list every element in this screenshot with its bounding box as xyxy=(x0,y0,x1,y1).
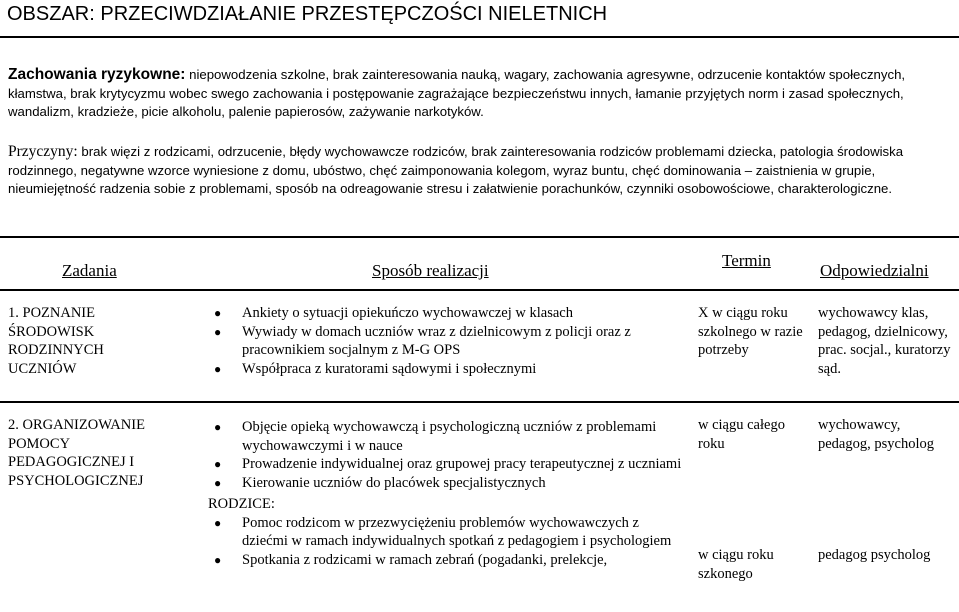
causes-text: brak więzi z rodzicami, odrzucenie, błędy wychowawcze rodziców, brak zainteresowania rodziców problemami dziecka, patologia środowiska rodzinnego, negatywne wzorce wyniesione z domu, ubóstwo, chęć zaimponowania kolegom, wyraz buntu, chęć dominowania – zaistnienia w grupie, nieumiejętność radzenia sobie z problemami, sposób na odreagowanie stresu i załatwienie porachunków, czynniki osobowościowe, charakterologiczne. xyxy=(8,144,904,197)
bullet-icon: ● xyxy=(214,457,222,472)
causes-label: Przyczyny: xyxy=(8,143,78,160)
row-1-task: 1. POZNANIE ŚRODOWISK RODZINNYCH UCZNIÓW xyxy=(8,305,104,378)
row-1-responsible: wychowawcy klas, pedagog, dzielnicowy, prac. socjal., kuratorzy sąd. xyxy=(818,305,951,378)
list-item: ● Współpraca z kuratorami sądowymi i społecznymi xyxy=(214,361,537,378)
causes-paragraph xyxy=(8,143,953,199)
row-2-methods xyxy=(208,418,688,570)
parents-label: RODZICE: xyxy=(208,495,275,512)
header-method: Sposób realizacji xyxy=(372,261,489,280)
header-deadline: Termin xyxy=(722,251,771,270)
row-2-deadline-parents: w ciągu roku szkonego xyxy=(698,547,774,582)
row-1-methods xyxy=(208,304,688,379)
table-top-border xyxy=(0,236,959,238)
bullet-icon: ● xyxy=(214,420,222,434)
row-2-responsible-parents: pedagog psycholog xyxy=(818,547,931,563)
page-title: OBSZAR: PRZECIWDZIAŁANIE PRZESTĘPCZOŚCI NIELETNICH xyxy=(7,3,608,25)
list-item: ● Ankiety o sytuacji opiekuńczo wychowawczej w klasach xyxy=(214,305,573,321)
row-2-deadline: w ciągu całego roku xyxy=(698,417,785,452)
bullet-icon: ● xyxy=(214,476,222,491)
bullet-icon: ● xyxy=(214,362,222,377)
risk-behaviors-text: niepowodzenia szkolne, brak zainteresowania nauką, wagary, zachowania agresywne, odrzucenie kontaktów społecznych, kłamstwa, brak krytycyzmu wobec swego zachowania i postępowanie zagrażające bezpieczeństwu innych, łamanie przyjętych norm i zasad społecznych, wandalizm, kradzieże, picie alkoholu, palenie papierosów, zażywanie narkotyków. xyxy=(8,67,906,120)
header-tasks: Zadania xyxy=(62,261,117,280)
risk-behaviors-label: Zachowania ryzykowne: xyxy=(8,66,186,83)
header-bottom-border xyxy=(0,289,959,291)
bullet-icon: ● xyxy=(214,552,222,567)
list-item: ● Wywiady w domach uczniów wraz z dzielnicowym z policji oraz z pracownikiem socjalnym z M-G OPS xyxy=(214,323,631,359)
risk-behaviors-paragraph xyxy=(8,66,953,122)
title-rule xyxy=(0,36,959,38)
list-item: ● Spotkania z rodzicami w ramach zebrań (pogadanki, prelekcje, xyxy=(214,551,608,568)
list-item: ● Prowadzenie indywidualnej oraz grupowej pracy terapeutycznej z uczniami xyxy=(214,456,682,473)
list-item: ● Pomoc rodzicom w przezwyciężeniu problemów wychowawczych z dziećmi w ramach indywidualnych spotkań z pedagogiem i psychologiem xyxy=(214,514,672,550)
header-responsible: Odpowiedzialni xyxy=(820,261,929,280)
row-2-task: 2. ORGANIZOWANIE POMOCY PEDAGOGICZNEJ I PSYCHOLOGICZNEJ xyxy=(8,417,145,490)
row-2-responsible: wychowawcy, pedagog, psycholog xyxy=(818,417,934,452)
bullet-icon: ● xyxy=(214,306,222,320)
list-item: ● Kierowanie uczniów do placówek specjalistycznych xyxy=(214,475,546,492)
row-1-deadline: X w ciągu roku szkolnego w razie potrzeby xyxy=(698,305,803,359)
bullet-icon: ● xyxy=(214,515,222,530)
row-divider xyxy=(0,401,959,403)
list-item: ● Objęcie opieką wychowawczą i psychologiczną uczniów z problemami wychowawczymi i w nauce xyxy=(214,419,657,454)
bullet-icon: ● xyxy=(214,324,222,339)
